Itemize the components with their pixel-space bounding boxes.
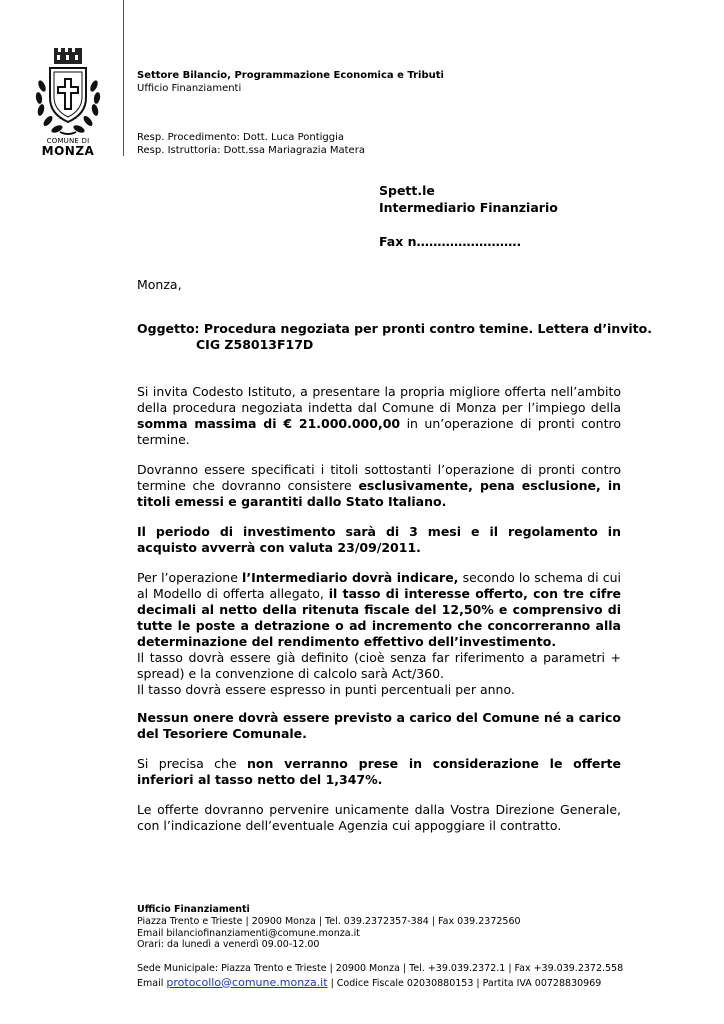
- paragraph-no-charges: Nessun onere dovrà essere previsto a carico del Comune né a carico del Tesoriere Comunale.: [137, 710, 621, 741]
- logo-caption-comune: COMUNE DI: [46, 137, 90, 145]
- paragraph-invitation: [137, 384, 621, 448]
- sector-name: Settore Bilancio, Programmazione Economica e Tributi: [137, 70, 444, 81]
- paragraph-invitation-text: Si invita Codesto Istituto, a presentare la propria migliore offerta nell’ambito della procedura negoziata indetta dal Comune di Monza per l’impiego della: [137, 384, 621, 415]
- rate-definition: il tasso di interesse offerto, con tre cifre decimali al netto della ritenuta fiscale del 12,50% e comprensivo di tutte le poste a detrazione o ad incremento che concorreranno alla determinazione del rendimento effettivo dell’investimento.: [137, 586, 621, 649]
- paragraph-securities-text: Dovranno essere specificati i titoli sottostanti l’operazione di pronti contro termine che dovranno consistere: [137, 462, 621, 493]
- rate-fixed-note: Il tasso dovrà essere già definito (cioè senza far riferimento a parametri + spread) e la convenzione di calcolo sarà Act/360.: [137, 650, 621, 681]
- footer-office-hours: Orari: da lunedì a venerdì 09.00-12.00: [137, 939, 320, 951]
- subject-text: Procedura negoziata per pronti contro temine. Lettera d’invito.: [203, 321, 652, 336]
- subject-block: [137, 321, 652, 353]
- securities-requirement: esclusivamente, pena esclusione, in titoli emessi e garantiti dallo Stato Italiano.: [137, 478, 621, 509]
- footer-office-title: Ufficio Finanziamenti: [137, 904, 250, 915]
- min-rate-condition: non verranno prese in considerazione le offerte inferiori al tasso netto del 1,347%.: [137, 756, 621, 787]
- min-rate-intro: Si precisa che: [137, 756, 247, 771]
- header-responsibles-block: [137, 131, 365, 157]
- footer-hq-fiscal: | Codice Fiscale 02030880153 | Partita IVA 00728830969: [327, 977, 602, 989]
- footer-office-email: Email bilanciofinanziamenti@comune.monza.it: [137, 927, 360, 939]
- rate-percent-note: Il tasso dovrà essere espresso in punti percentuali per anno.: [137, 682, 515, 697]
- addressee-fax: Fax n…………………….: [379, 234, 522, 249]
- rate-model-reference: secondo lo schema di cui al Modello di offerta allegato,: [137, 570, 621, 601]
- paragraph-securities: [137, 462, 621, 510]
- rate-intro: Per l’operazione: [137, 570, 243, 585]
- resp-procedimento: Resp. Procedimento: Dott. Luca Pontiggia: [137, 132, 345, 143]
- addressee-block: [379, 182, 558, 250]
- addressee-salutation: Spett.le: [379, 183, 435, 198]
- place-line: Monza,: [137, 277, 182, 292]
- resp-istruttoria: Resp. Istruttoria: Dott.ssa Mariagrazia Matera: [137, 145, 365, 156]
- subject-cig: CIG Z58013F17D: [196, 337, 314, 352]
- paragraph-min-rate: [137, 756, 621, 788]
- subject-label: Oggetto:: [137, 321, 200, 336]
- header-divider-line: [123, 0, 124, 156]
- addressee-name: Intermediario Finanziario: [379, 200, 558, 215]
- protocol-email-link[interactable]: protocollo@comune.monza.it: [166, 975, 328, 989]
- office-name: Ufficio Finanziamenti: [137, 83, 242, 94]
- paragraph-invitation-end: in un’operazione di pronti contro termine.: [137, 416, 621, 447]
- footer-office-block: [137, 904, 521, 951]
- footer-hq-email-label: Email: [137, 977, 167, 989]
- header-sector-block: [137, 69, 444, 95]
- paragraph-submission: Le offerte dovranno pervenire unicamente dalla Vostra Direzione Generale, con l’indicazione dell’eventuale Agenzia cui appoggiare il contratto.: [137, 802, 621, 833]
- logo-caption-monza: MONZA: [41, 144, 95, 158]
- intermediary-must-indicate: l’Intermediario dovrà indicare,: [242, 570, 459, 585]
- logo-caption: [30, 137, 106, 158]
- paragraph-period: Il periodo di investimento sarà di 3 mesi e il regolamento in acquisto avverrà con valuta 23/09/2011.: [137, 524, 621, 555]
- max-amount: somma massima di € 21.000.000,00: [137, 416, 401, 431]
- footer-hq-block: [137, 962, 623, 990]
- paragraph-rate-requirements: [137, 570, 621, 698]
- footer-hq-line: Sede Municipale: Piazza Trento e Trieste | 20900 Monza | Tel. +39.039.2372.1 | Fax +39.039.2372.558: [137, 963, 624, 974]
- footer-office-address: Piazza Trento e Trieste | 20900 Monza | Tel. 039.2372357-384 | Fax 039.2372560: [137, 915, 521, 927]
